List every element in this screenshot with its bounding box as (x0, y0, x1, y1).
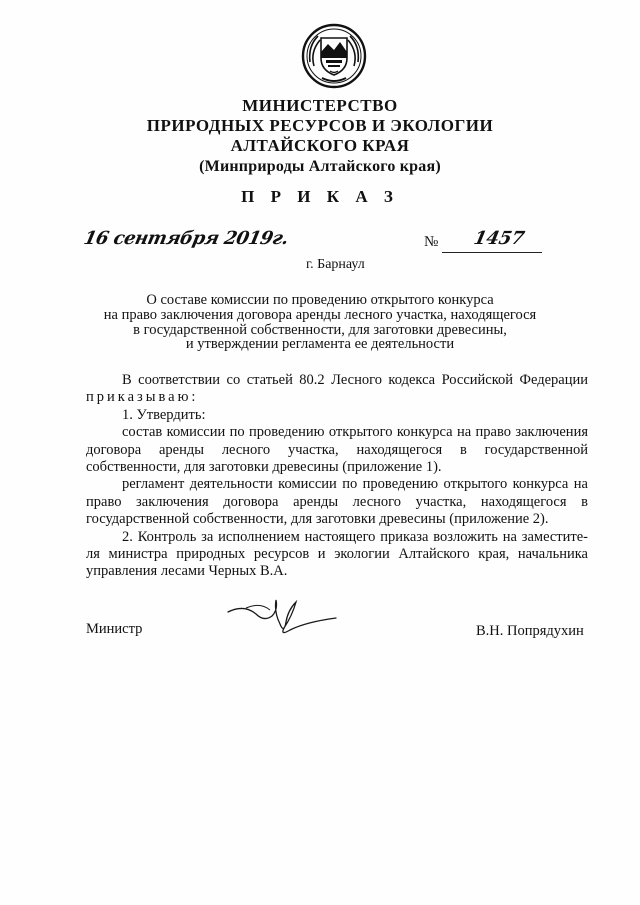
body-line: состав комиссии по проведению открытого конкурса на право заключения (122, 424, 588, 441)
order-title: П Р И К А З (241, 187, 399, 206)
ministry-title-line-2: ПРИРОДНЫХ РЕСУРСОВ И ЭКОЛОГИИ (146, 116, 494, 135)
body-line: управления лесами Черных В.А. (86, 563, 288, 580)
body-line: договора аренды лесного участка, находящегося в государственной (86, 441, 588, 458)
ministry-title-line-1: МИНИСТЕРСТВО (242, 96, 398, 115)
signature-icon (226, 592, 338, 640)
order-number-underline (442, 252, 542, 253)
order-city: г. Барнаул (306, 257, 365, 272)
body-line: государственной собственности, для заготовки древесины (приложение 2). (86, 511, 549, 528)
ministry-short-name: (Минприроды Алтайского края) (199, 158, 441, 175)
subject-line: на право заключения договора аренды лесного участка, находящегося (103, 306, 537, 323)
body-line: собственности, для заготовки древесины (приложение 1). (86, 459, 442, 476)
subject-line: в государственной собственности, для заготовки древесины, (133, 321, 507, 338)
subject-line: О составе комиссии по проведению открытого конкурса (146, 292, 494, 308)
body-line: приказываю: (86, 389, 199, 406)
signatory-name: В.Н. Попрядухин (476, 623, 584, 639)
subject-line: и утверждении регламента ее деятельности (185, 336, 455, 353)
body-line: право заключения договора аренды лесного участка, находящегося в (86, 493, 588, 510)
order-number-handwritten: 1457 (471, 228, 527, 249)
signatory-position: Министр (86, 621, 143, 637)
order-subject (0, 293, 640, 352)
order-date-handwritten: 16 сентября 2019г. (81, 228, 291, 249)
body-line: 2. Контроль за исполнением настоящего приказа возложить на заместите- (122, 528, 588, 545)
body-line: регламент деятельности комиссии по проведению открытого конкурса на (122, 476, 588, 493)
body-line: ля министра природных ресурсов и экологии Алтайского края, начальника (86, 546, 588, 563)
ministry-title-line-3: АЛТАЙСКОГО КРАЯ (230, 136, 410, 155)
coat-of-arms-icon (300, 22, 368, 90)
order-body (86, 372, 588, 581)
order-number-label: № (424, 234, 439, 250)
body-line: 1. Утвердить: (122, 406, 206, 423)
body-line: В соответствии со статьей 80.2 Лесного кодекса Российской Федерации (122, 372, 588, 388)
